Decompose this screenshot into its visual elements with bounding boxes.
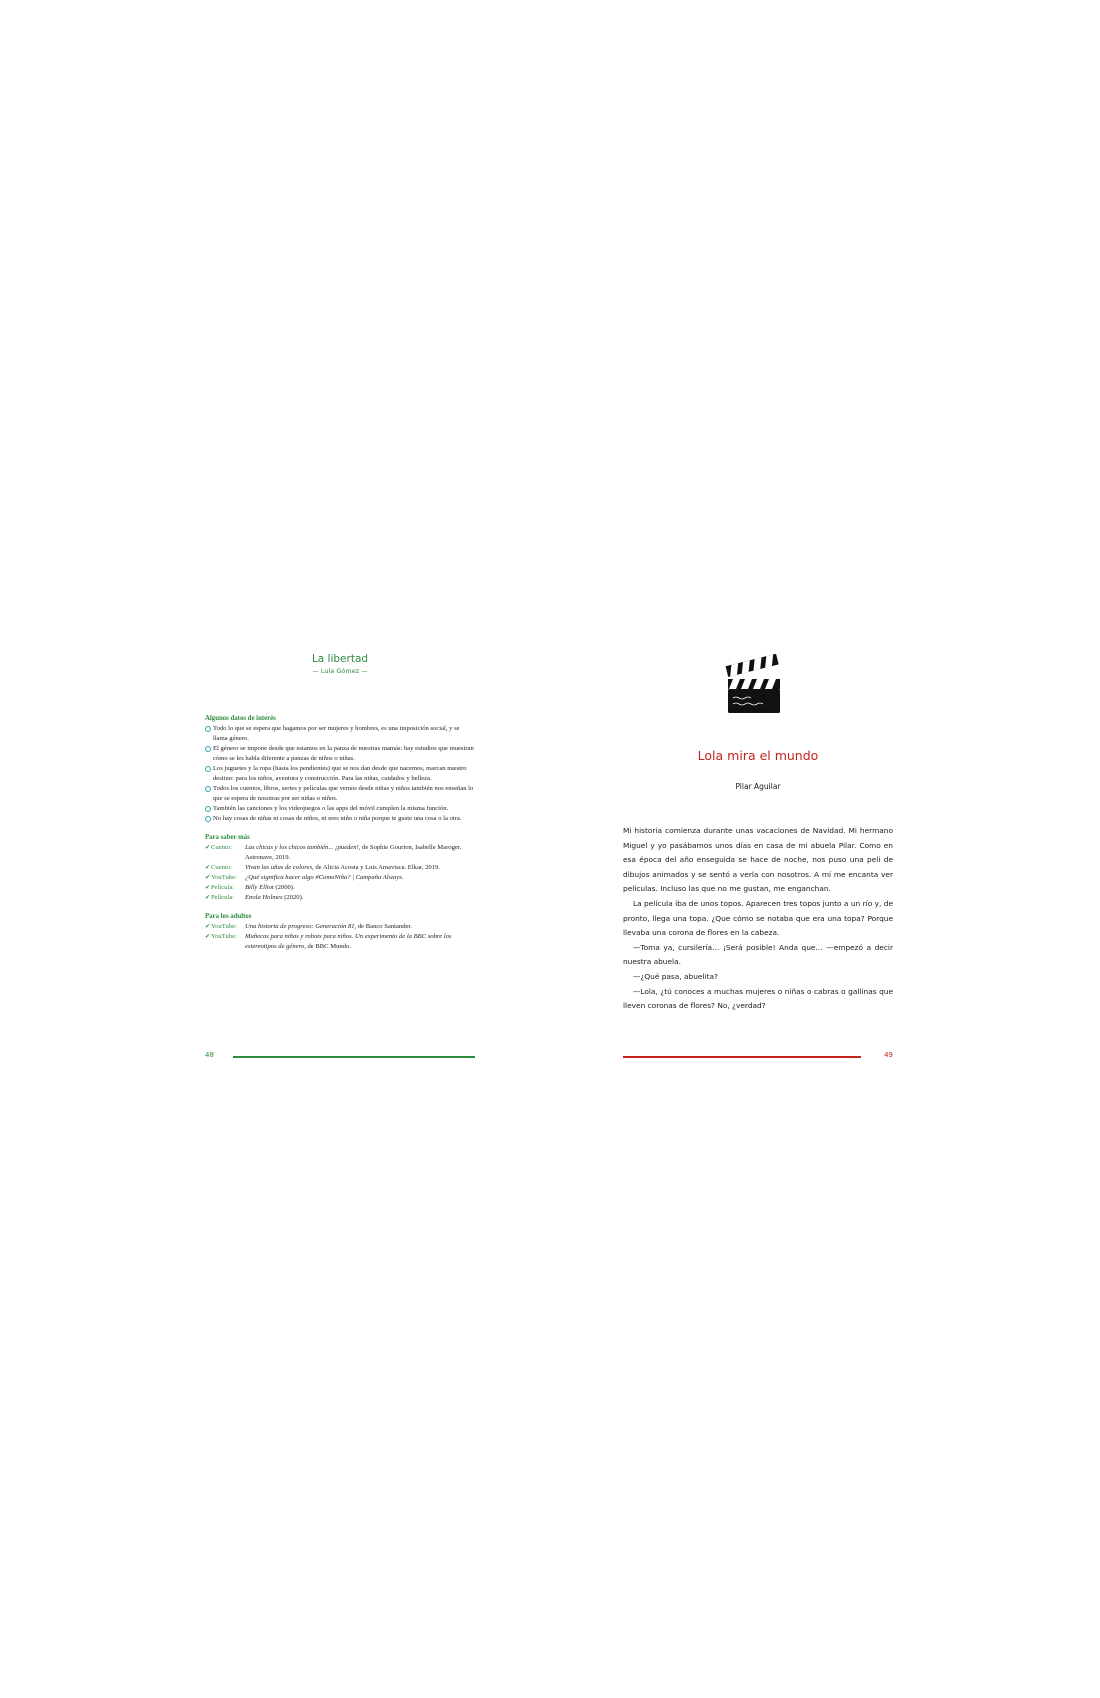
story-title: Lola mira el mundo (697, 748, 819, 763)
bullet-icon (205, 766, 211, 772)
check-icon: ✔ (205, 924, 211, 930)
reference-item: ✔ Película: Enola Holmes (2020). (205, 894, 304, 901)
adults-list (205, 922, 475, 952)
reference-item: ✔ Cuento: Vivan las uñas de colores, de Alicia Acosta y Luis Amavisca. Elkar, 2019. (205, 864, 440, 871)
bullet-icon (205, 806, 211, 812)
bullet-icon (205, 746, 211, 752)
reference-item: ✔ Película: Billy Elliot (2000). (205, 884, 295, 891)
story-author: Pilar Aguilar (735, 782, 781, 791)
story-body (623, 824, 893, 1014)
story-paragraph: —Toma ya, cursilería… ¡Será posible! Anda que… —empezó a decir nuestra abuela. (623, 942, 893, 967)
left-page (205, 640, 475, 1080)
bullet-icon (205, 726, 211, 732)
facts-list (205, 724, 475, 824)
fact-item: Todo lo que se espera que hagamos por ser mujeres y hombres, es una imposición social, y se llama género. (205, 724, 475, 744)
reference-item: ✔ YouTube: ¿Qué significa hacer algo #ComoNiña? | Campaña Always. (205, 874, 404, 881)
chapter-author: — Lula Gómez — (312, 667, 368, 675)
footer-rule (623, 1056, 861, 1058)
fact-item: También las canciones y los videojuegos o las apps del móvil cumplen la misma función. (205, 804, 475, 814)
story-paragraph: —Lola, ¿tú conoces a muchas mujeres o niñas o cabras o gallinas que lleven coronas de flores? No, ¿verdad? (623, 986, 893, 1011)
fact-item: Los juguetes y la ropa (hasta los pendientes) que se nos dan desde que nacemos, marcan nuestro destino: para los niños, aventura y construcción. Para las niñas, cuidados y belleza. (205, 764, 475, 784)
story-paragraph: —¿Qué pasa, abuelita? (633, 971, 718, 981)
adults-heading: Para los adultos (205, 913, 252, 920)
check-icon: ✔ (205, 845, 211, 851)
check-icon: ✔ (205, 895, 211, 901)
bullet-icon (205, 816, 211, 822)
fact-item: El género se impone desde que estamos en la panza de nuestras mamás: hay estudios que muestran cómo se les habla diferente a panzas de niños o niñas. (205, 744, 475, 764)
page-footer (205, 1051, 475, 1061)
check-icon: ✔ (205, 885, 211, 891)
more-list (205, 843, 475, 903)
check-icon: ✔ (205, 865, 211, 871)
reference-item: ✔ YouTube: Muñecas para niñas y robots para niños. Un experimento de la BBC sobre los estereotipos de género, de BBC Mundo. (205, 933, 452, 950)
check-icon: ✔ (205, 934, 211, 940)
story-paragraph: Mi historia comienza durante unas vacaciones de Navidad. Mi hermano Miguel y yo pasábamos unos días en casa de mi abuela Pilar. Como en esa época del año enseguida se hace de noche, nos puso una peli de dibujos animados y se sentó a verla con nosotros. A mí me encanta ver películas. Incluso las que no me gustan, me enganchan. (623, 826, 893, 894)
bullet-icon (205, 786, 211, 792)
fact-item: No hay cosas de niñas ni cosas de niños, ni eres niño o niña porque te guste una cosa o la otra. (205, 814, 475, 824)
story-paragraph: La película iba de unos topos. Aparecen tres topos junto a un río y, de pronto, llega una topa. ¿Que cómo se notaba que era una topa? Porque llevaba una corona de flores en la cabeza. (623, 898, 893, 938)
page-footer (623, 1051, 893, 1061)
info-body (205, 714, 475, 952)
page-number: 49 (884, 1051, 893, 1059)
check-icon: ✔ (205, 875, 211, 881)
clapperboard-icon (724, 654, 784, 716)
facts-heading: Algunos datos de interés (205, 715, 276, 722)
reference-item: ✔ YouTube: Una historia de progreso: Generación 81, de Banco Santander. (205, 923, 412, 930)
footer-rule (233, 1056, 475, 1058)
right-page (623, 640, 893, 1080)
fact-item: Todos los cuentos, libros, series y películas que vemos desde niñas y niños también nos enseñan lo que se espera de nosotras por ser niñas o niños. (205, 784, 475, 804)
reference-item: ✔ Cuento: Las chicas y los chicos también... ¡pueden!, de Sophie Gourion, Isabelle Maroger. Astronave, 2019. (205, 844, 462, 861)
page-number: 48 (205, 1051, 214, 1059)
more-heading: Para saber más (205, 834, 250, 841)
chapter-title: La libertad (311, 653, 369, 665)
